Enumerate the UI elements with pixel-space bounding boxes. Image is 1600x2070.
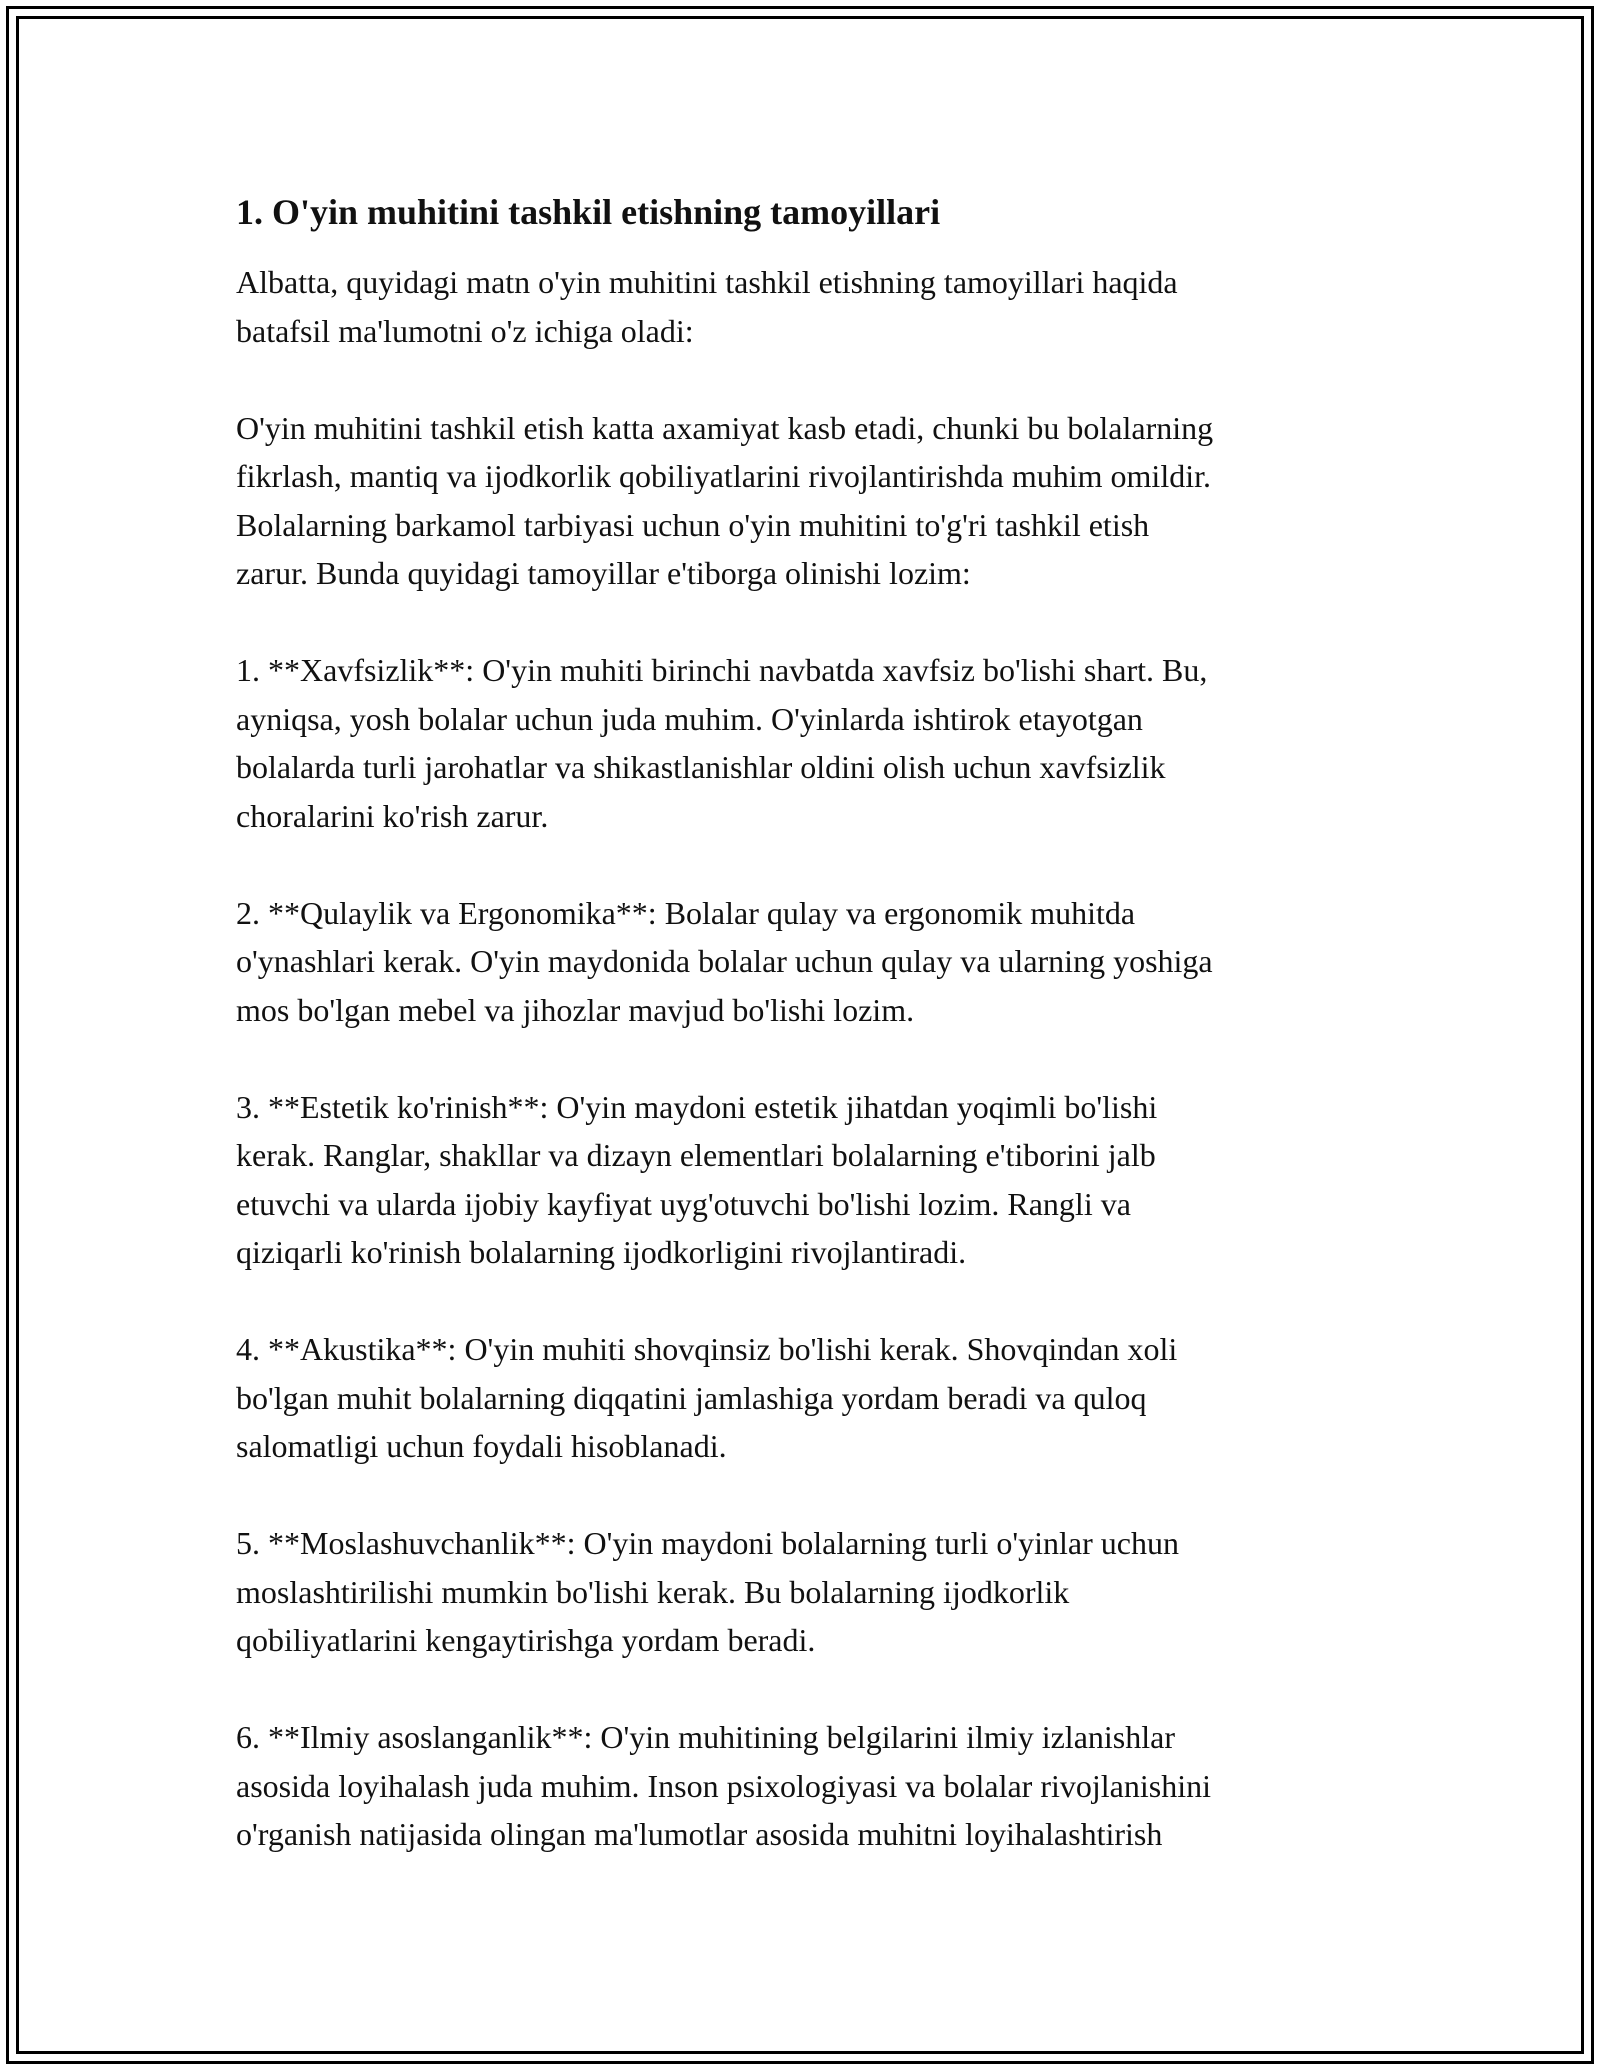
- document-title: 1. O'yin muhitini tashkil etishning tamoyillari: [236, 192, 941, 232]
- principle-comfort-paragraph: 2. **Qulaylik va Ergonomika**: Bolalar qulay va ergonomik muhitda o'ynashlari kerak. O'yin maydonida bolalar uchun qulay va ularning yoshiga mos bo'lgan mebel va jihozlar mavjud bo'lishi lozim.: [236, 894, 1213, 1028]
- principle-acoustics-paragraph: 4. **Akustika**: O'yin muhiti shovqinsiz bo'lishi kerak. Shovqindan xoli bo'lgan muhit bolalarning diqqatini jamlashiga yordam beradi va quloq salomatligi uchun foydali hisoblanadi.: [236, 1331, 1178, 1464]
- document-body: [236, 186, 1376, 1907]
- principle-aesthetics-paragraph: 3. **Estetik ko'rinish**: O'yin maydoni estetik jihatdan yoqimli bo'lishi kerak. Ranglar, shakllar va dizayn elementlari bolalarning e'tiborini jalb etuvchi va ularda ijobiy kayfiyat uyg'otuvchi bo'lishi lozim. Rangli va qiziqarli ko'rinish bolalarning ijodkorligini rivojlantiradi.: [236, 1088, 1158, 1270]
- intro-paragraph: Albatta, quyidagi matn o'yin muhitini tashkil etishning tamoyillari haqida batafsil ma'lumotni o'z ichiga oladi:: [236, 264, 1178, 349]
- overview-paragraph: O'yin muhitini tashkil etish katta axamiyat kasb etadi, chunki bu bolalarning fikrlash, mantiq va ijodkorlik qobiliyatlarini rivojlantirishda muhim omildir. Bolalarning barkamol tarbiyasi uchun o'yin muhitini to'g'ri tashkil etish zarur. Bunda quyidagi tamoyillar e'tiborga olinishi lozim:: [236, 409, 1214, 591]
- principle-scientific-paragraph: 6. **Ilmiy asoslanganlik**: O'yin muhitining belgilarini ilmiy izlanishlar asosida loyihalash juda muhim. Inson psixologiyasi va bolalar rivojlanishini o'rganish natijasida olingan ma'lumotlar asosida muhitni loyihalashtirish: [236, 1719, 1211, 1852]
- principle-flexibility-paragraph: 5. **Moslashuvchanlik**: O'yin maydoni bolalarning turli o'yinlar uchun moslashtirilishi mumkin bo'lishi kerak. Bu bolalarning ijodkorlik qobiliyatlarini kengaytirishga yordam beradi.: [236, 1525, 1179, 1658]
- principle-safety-paragraph: 1. **Xavfsizlik**: O'yin muhiti birinchi navbatda xavfsiz bo'lishi shart. Bu, ayniqsa, yosh bolalar uchun juda muhim. O'yinlarda ishtirok etayotgan bolalarda turli jarohatlar va shikastlanishlar oldini olish uchun xavfsizlik choralarini ko'rish zarur.: [236, 652, 1208, 834]
